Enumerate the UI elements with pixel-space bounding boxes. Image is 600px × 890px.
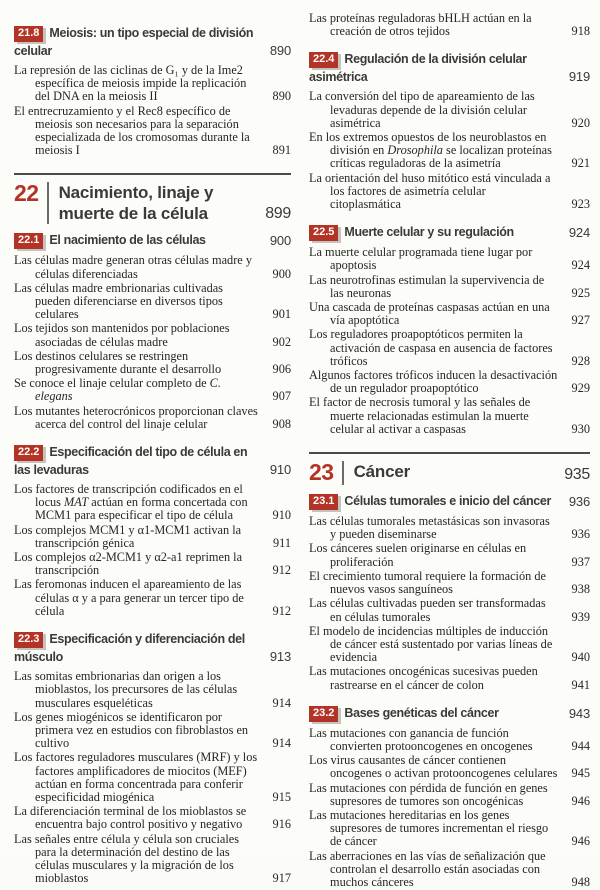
chapter-page-number: 935 bbox=[564, 466, 590, 484]
section-page-number: 890 bbox=[269, 43, 291, 58]
toc-entry-text: El factor de necrosis tumoral y las señales de muerte relacionadas estimulan la muerte celular al activar a caspasas bbox=[309, 395, 531, 436]
toc-entry-page-number: 948 bbox=[571, 874, 590, 889]
section-page-number: 924 bbox=[568, 225, 590, 241]
toc-entry-page-number: 946 bbox=[571, 793, 590, 808]
section-number-badge: 22.3 bbox=[14, 632, 43, 648]
toc-entry bbox=[309, 754, 590, 780]
toc-entry-page-number: 946 bbox=[571, 834, 590, 849]
chapter-page-number: 899 bbox=[265, 205, 291, 223]
section-title: Meiosis: un tipo especial de división celular bbox=[14, 26, 254, 58]
toc-entry bbox=[309, 665, 590, 691]
chapter-divider bbox=[14, 173, 291, 175]
toc-entry bbox=[309, 131, 590, 171]
toc-entry bbox=[14, 105, 291, 158]
toc-column-left bbox=[14, 0, 291, 886]
toc-entry-text: El modelo de incidencias múltiples de inducción de cáncer está sustentado por varias líneas de evidencia bbox=[309, 623, 553, 665]
toc-entry-page-number: 927 bbox=[571, 313, 590, 328]
toc-entry-text: Los tejidos son mantenidos por poblaciones asociadas de células madre bbox=[14, 321, 230, 349]
toc-entry-page-number: 916 bbox=[272, 817, 291, 832]
toc-entry-text: El entrecruzamiento y el Rec8 específico de meiosis son necesarios para la separación especializada de los cromosomas durante la meiosis I bbox=[14, 103, 250, 158]
toc-entry bbox=[14, 377, 291, 403]
chapter-heading-row bbox=[14, 182, 291, 224]
toc-entry bbox=[309, 515, 590, 541]
section-heading bbox=[14, 444, 291, 479]
section-number-badge: 22.1 bbox=[14, 233, 43, 249]
toc-entry bbox=[14, 578, 291, 618]
toc-entry bbox=[309, 809, 590, 849]
toc-entry bbox=[309, 782, 590, 808]
toc-column-right bbox=[309, 0, 590, 890]
toc-entry-text: Las proteínas reguladoras bHLH actúan en la creación de otros tejidos bbox=[309, 11, 532, 39]
toc-entry-text: Los cánceres suelen originarse en células en proliferación bbox=[309, 541, 527, 569]
toc-entry bbox=[14, 282, 291, 322]
toc-entry bbox=[309, 172, 590, 212]
toc-entry-page-number: 925 bbox=[571, 285, 590, 300]
toc-entry-text: Los genes miogénicos se identificaron por primera vez en estudios con fibroblastos en cultivo bbox=[14, 709, 249, 751]
toc-entry bbox=[309, 396, 590, 436]
section-page-number: 919 bbox=[568, 69, 590, 85]
toc-entry-text: Los complejos α2-MCM1 y α2-a1 reprimen la transcripción bbox=[14, 550, 243, 578]
toc-entry-text: Los destinos celulares se restringen progresivamente durante el desarrollo bbox=[14, 348, 222, 377]
toc-entry bbox=[309, 328, 590, 368]
toc-entry-text: Los reguladores proapoptóticos permiten la activación de caspasa en ausencia de factores tróficos bbox=[309, 327, 553, 368]
toc-entry bbox=[14, 524, 291, 550]
toc-entry bbox=[309, 625, 590, 665]
toc-entry-text: Se conoce el linaje celular completo de C. elegans bbox=[14, 376, 221, 404]
toc-entry-text: En los extremos opuestos de los neuroblastos en división en Drosophila se localizan proteínas críticas reguladoras de la asimetría bbox=[309, 130, 552, 171]
section-page-number: 943 bbox=[568, 705, 590, 721]
toc-entry-text: Las mutaciones hereditarias en los genes supresores de tumores incrementan el riesgo de cáncer bbox=[309, 807, 549, 849]
toc-entry-page-number: 937 bbox=[571, 554, 590, 569]
section-heading bbox=[14, 631, 291, 666]
toc-entry-page-number: 938 bbox=[571, 582, 590, 597]
toc-entry bbox=[14, 805, 291, 831]
toc-entry-page-number: 890 bbox=[272, 89, 291, 104]
section-number-badge: 22.5 bbox=[309, 225, 338, 241]
toc-entry-page-number: 940 bbox=[571, 650, 590, 665]
toc-entry-page-number: 945 bbox=[571, 766, 590, 781]
section-title: Bases genéticas del cáncer bbox=[344, 705, 499, 720]
section-number-badge: 21.8 bbox=[14, 26, 43, 42]
toc-entry-page-number: 908 bbox=[272, 416, 291, 431]
toc-entry-page-number: 900 bbox=[272, 266, 291, 281]
section-heading bbox=[309, 224, 590, 242]
toc-entry bbox=[14, 350, 291, 376]
section-title: El nacimiento de las células bbox=[49, 233, 206, 248]
toc-entry-page-number: 929 bbox=[571, 381, 590, 396]
toc-entry-page-number: 920 bbox=[571, 115, 590, 130]
toc-entry-page-number: 939 bbox=[571, 609, 590, 624]
chapter-number: 22 bbox=[14, 180, 39, 207]
toc-entry-text: Una cascada de proteínas caspasas actúan en una vía apoptótica bbox=[309, 300, 550, 328]
toc-entry-text: Las somitas embrionarias dan origen a los mioblastos, los precursores de las células musculares esqueléticas bbox=[14, 669, 238, 710]
toc-entry-text: Las mutaciones oncogénicas sucesivas pueden rastrearse en el cáncer de colon bbox=[309, 664, 538, 692]
toc-entry bbox=[14, 322, 291, 348]
chapter-heading bbox=[14, 173, 291, 224]
toc-entry-page-number: 907 bbox=[272, 389, 291, 404]
toc-entry-text: Los virus causantes de cáncer contienen oncogenes o activan protooncogenes celulares bbox=[309, 753, 558, 781]
toc-entry-text: Las neurotrofinas estimulan la supervivencia de las neuronas bbox=[309, 272, 545, 300]
toc-entry-text: El crecimiento tumoral requiere la formación de nuevos vasos sanguíneos bbox=[309, 568, 546, 597]
chapter-title-block bbox=[47, 182, 291, 224]
toc-entry-text: La muerte celular programada tiene lugar por apoptosis bbox=[309, 245, 533, 273]
chapter-title: Cáncer bbox=[353, 462, 411, 482]
toc-entry bbox=[309, 301, 590, 327]
toc-entry bbox=[309, 246, 590, 272]
section-number-badge: 23.2 bbox=[309, 706, 338, 722]
toc-entry bbox=[309, 850, 590, 890]
toc-entry-page-number: 891 bbox=[272, 143, 291, 158]
toc-entry-page-number: 921 bbox=[571, 156, 590, 171]
toc-entry-text: Las células madre embrionarias cultivadas pueden diferenciarse en diversos tipos celulares bbox=[14, 280, 223, 322]
toc-entry-page-number: 906 bbox=[272, 362, 291, 377]
toc-entry-text: Las células tumorales metastásicas son invasoras y pueden diseminarse bbox=[309, 514, 550, 542]
toc-entry-text: Los mutantes heterocrónicos proporcionan claves acerca del control del linaje celular bbox=[14, 403, 258, 431]
chapter-heading-row bbox=[309, 461, 590, 485]
toc-entry bbox=[14, 551, 291, 577]
chapter-number: 23 bbox=[309, 459, 334, 486]
section-heading bbox=[309, 51, 590, 86]
toc-entry-page-number: 910 bbox=[272, 508, 291, 523]
toc-entry-page-number: 912 bbox=[272, 563, 291, 578]
section-title: Especificación y diferenciación del músculo bbox=[14, 632, 245, 665]
chapter-title: Nacimiento, linaje y muerte de la célula bbox=[58, 183, 214, 224]
section-title: Especificación del tipo de célula en las levaduras bbox=[14, 445, 248, 478]
toc-entry bbox=[309, 727, 590, 753]
section-title: Muerte celular y su regulación bbox=[344, 225, 514, 240]
toc-entry-text: Las feromonas inducen el apareamiento de las células α y a para generar un tercer tipo de célula bbox=[14, 577, 244, 618]
section-heading bbox=[14, 232, 291, 250]
toc-entry bbox=[14, 254, 291, 280]
chapter-title-block bbox=[342, 461, 590, 485]
toc-entry-text: Algunos factores tróficos inducen la desactivación de un regulador proapoptótico bbox=[309, 368, 558, 396]
section-page-number: 936 bbox=[568, 494, 590, 510]
toc-entry-text: Las mutaciones con pérdida de función en genes supresores de tumores son oncogénicas bbox=[309, 780, 548, 808]
section-number-badge: 23.1 bbox=[309, 494, 338, 510]
toc-entry-page-number: 928 bbox=[571, 353, 590, 368]
toc-entry-page-number: 911 bbox=[273, 535, 291, 550]
toc-entry-page-number: 912 bbox=[272, 603, 291, 618]
section-number-badge: 22.4 bbox=[309, 52, 338, 68]
toc-entry-page-number: 936 bbox=[571, 527, 590, 542]
toc-entry-page-number: 930 bbox=[571, 421, 590, 436]
toc-entry bbox=[309, 542, 590, 568]
toc-entry-page-number: 914 bbox=[272, 695, 291, 710]
chapter-divider bbox=[309, 452, 590, 454]
toc-entry-page-number: 941 bbox=[571, 677, 590, 692]
chapter-heading bbox=[309, 452, 590, 485]
toc-entry bbox=[14, 711, 291, 751]
toc-entry-text: Las células cultivadas pueden ser transformadas en células tumorales bbox=[309, 596, 546, 624]
section-heading bbox=[309, 705, 590, 723]
section-heading bbox=[14, 25, 291, 60]
toc-entry-text: Las mutaciones con ganancia de función convierten protooncogenes en oncogenes bbox=[309, 725, 533, 753]
section-page-number: 910 bbox=[269, 462, 291, 478]
toc-entry-text: Los factores reguladores musculares (MRF) y los factores amplificadores de miocitos (MEF) actúan en forma concentrada para conferir especificidad miogénica bbox=[14, 750, 258, 804]
toc-entry bbox=[14, 833, 291, 886]
toc-entry-text: Los complejos MCM1 y α1-MCM1 activan la transcripción génica bbox=[14, 522, 242, 550]
section-page-number: 900 bbox=[269, 233, 291, 249]
toc-entry bbox=[309, 570, 590, 596]
toc-entry bbox=[14, 64, 291, 104]
toc-entry-text: La orientación del huso mitótico está vinculada a los factores de asimetría celular citoplasmática bbox=[309, 170, 551, 212]
toc-entry bbox=[14, 751, 291, 804]
toc-entry-page-number: 924 bbox=[571, 258, 590, 273]
toc-entry-page-number: 918 bbox=[571, 24, 590, 39]
toc-entry-text: Las células madre generan otras células madre y células diferenciadas bbox=[14, 253, 252, 281]
toc-entry-text: La represión de las ciclinas de G₁ y de la Ime2 específica de meiosis impide la replicación del DNA en la meiosis II bbox=[14, 63, 247, 104]
toc-entry bbox=[14, 405, 291, 431]
toc-entry bbox=[309, 369, 590, 395]
section-title: Células tumorales e inicio del cáncer bbox=[344, 494, 552, 509]
toc-entry-text: La conversión del tipo de apareamiento de las levaduras depende de la división celular asimétrica bbox=[309, 89, 535, 130]
toc-entry-page-number: 923 bbox=[571, 197, 590, 212]
toc-entry-page-number: 902 bbox=[272, 334, 291, 349]
toc-entry bbox=[309, 274, 590, 300]
toc-entry bbox=[309, 90, 590, 130]
toc-entry bbox=[309, 12, 590, 38]
toc-entry-page-number: 914 bbox=[272, 736, 291, 751]
toc-entry-page-number: 901 bbox=[272, 307, 291, 322]
section-heading bbox=[309, 493, 590, 511]
toc-entry-page-number: 944 bbox=[571, 738, 590, 753]
section-title: Regulación de la división celular asimétrica bbox=[309, 52, 527, 85]
toc-entry-page-number: 917 bbox=[272, 871, 291, 886]
toc-entry bbox=[14, 670, 291, 710]
toc-entry bbox=[309, 597, 590, 623]
toc-entry-text: Las señales entre célula y célula son cruciales para la determinación del destino de las células musculares y la migración de los mioblastos bbox=[14, 831, 239, 886]
section-number-badge: 22.2 bbox=[14, 445, 43, 461]
toc-entry-text: Los factores de transcripción codificados en el locus MAT actúan en forma concertada con MCM1 para especificar el tipo de célula bbox=[14, 482, 248, 523]
toc-entry-page-number: 915 bbox=[272, 789, 291, 804]
toc-entry-text: La diferenciación terminal de los mioblastos se encuentra bajo control positivo y negativo bbox=[14, 804, 247, 832]
toc-entry bbox=[14, 483, 291, 523]
toc-entry-text: Las aberraciones en las vías de señalización que controlan el desarrollo están asociadas con muchos cánceres bbox=[309, 848, 546, 889]
section-page-number: 913 bbox=[269, 649, 291, 665]
